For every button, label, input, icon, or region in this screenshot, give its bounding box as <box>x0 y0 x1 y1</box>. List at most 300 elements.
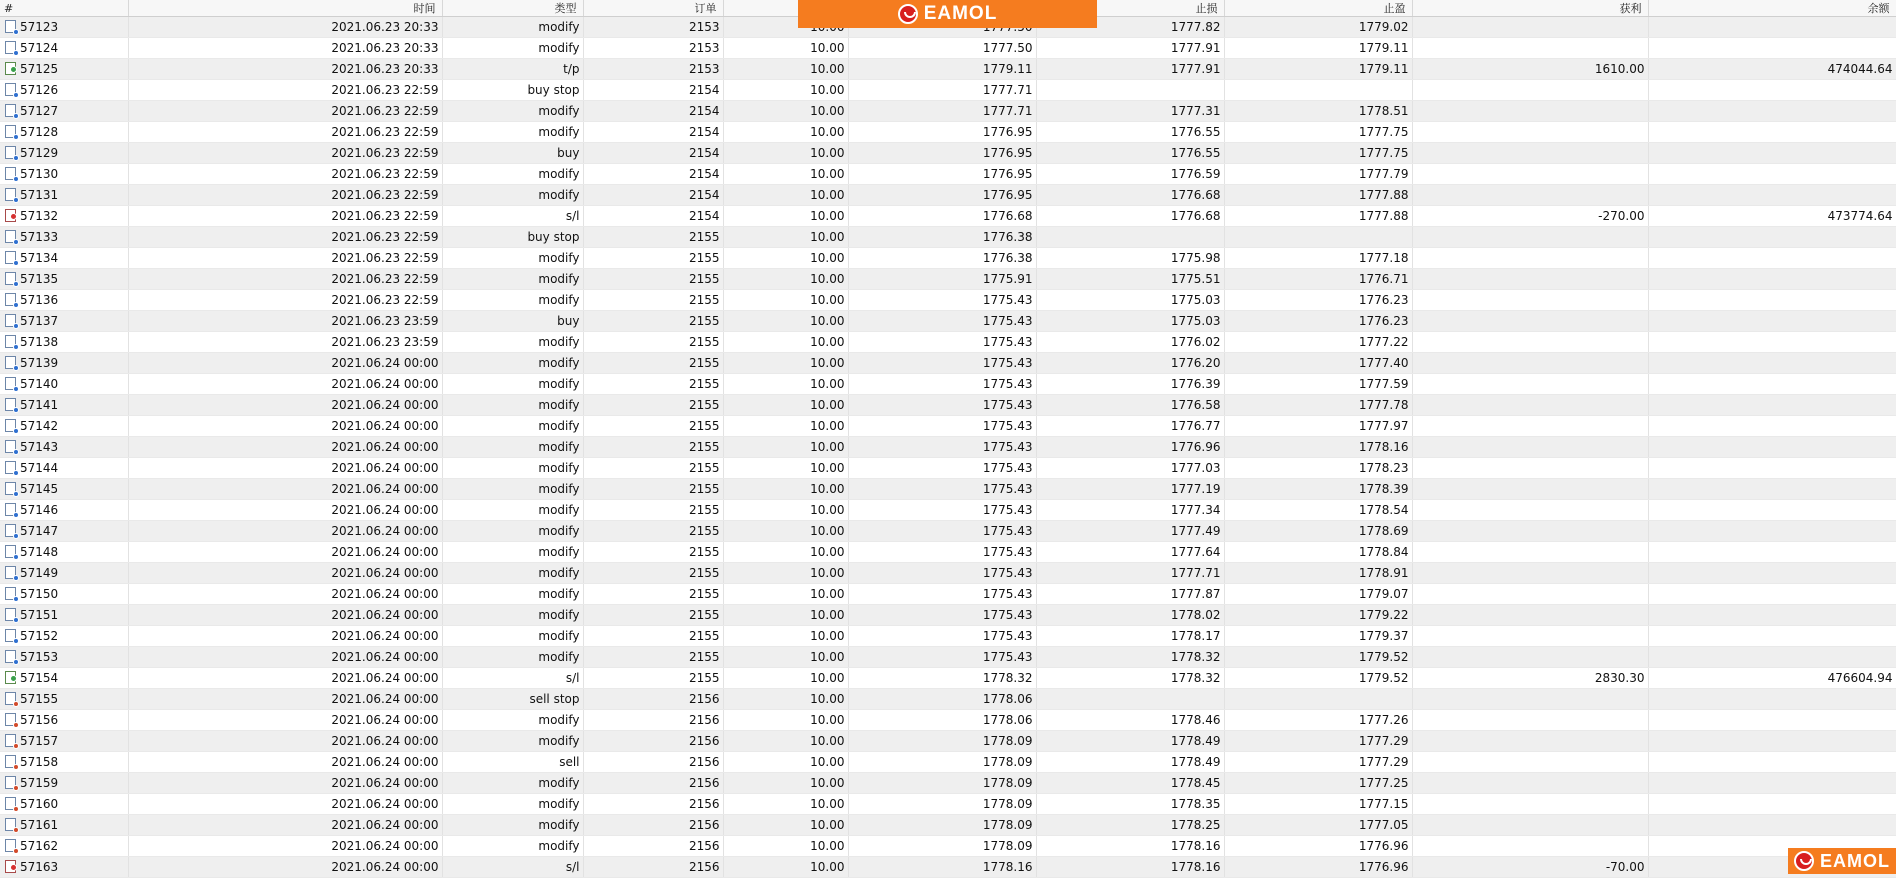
order-cell: 2156 <box>583 794 723 815</box>
tp-cell <box>1224 689 1412 710</box>
sl-cell: 1776.77 <box>1036 416 1224 437</box>
time-cell: 2021.06.23 20:33 <box>128 17 442 38</box>
sl-cell: 1778.45 <box>1036 773 1224 794</box>
order-cell: 2155 <box>583 521 723 542</box>
table-row[interactable] <box>0 521 1896 542</box>
deal-id: 57157 <box>20 734 59 748</box>
balance-cell <box>1648 143 1896 164</box>
deal-id-cell[interactable] <box>0 80 128 101</box>
deal-id-cell[interactable] <box>0 752 128 773</box>
sl-cell: 1776.68 <box>1036 185 1224 206</box>
lots-cell: 10.00 <box>723 458 848 479</box>
deal-id-cell[interactable] <box>0 416 128 437</box>
price-cell: 1775.43 <box>848 332 1036 353</box>
deal-id-cell[interactable] <box>0 521 128 542</box>
eamol-logo-icon <box>1794 851 1814 871</box>
table-row[interactable] <box>0 59 1896 80</box>
balance-cell <box>1648 626 1896 647</box>
lots-cell: 10.00 <box>723 143 848 164</box>
time-cell: 2021.06.24 00:00 <box>128 752 442 773</box>
table-row[interactable] <box>0 143 1896 164</box>
deal-id: 57151 <box>20 608 59 622</box>
table-row[interactable] <box>0 689 1896 710</box>
type-cell: modify <box>442 248 583 269</box>
deal-blue-icon <box>5 545 16 558</box>
balance-cell <box>1648 416 1896 437</box>
order-cell: 2155 <box>583 416 723 437</box>
order-cell: 2156 <box>583 752 723 773</box>
lots-cell: 10.00 <box>723 122 848 143</box>
deal-id-cell[interactable] <box>0 773 128 794</box>
col-header-profit[interactable]: 获利 <box>1412 0 1648 17</box>
deal-id-cell[interactable] <box>0 101 128 122</box>
deal-blue-icon <box>5 167 16 180</box>
profit-cell <box>1412 248 1648 269</box>
order-cell: 2156 <box>583 836 723 857</box>
deal-id-cell[interactable] <box>0 626 128 647</box>
balance-cell <box>1648 710 1896 731</box>
deal-id-cell[interactable] <box>0 647 128 668</box>
type-cell: sell stop <box>442 689 583 710</box>
order-cell: 2156 <box>583 710 723 731</box>
type-cell: modify <box>442 542 583 563</box>
lots-cell: 10.00 <box>723 689 848 710</box>
col-header-time[interactable]: 时间 <box>128 0 442 17</box>
table-row[interactable] <box>0 794 1896 815</box>
type-cell: s/l <box>442 206 583 227</box>
balance-cell: 476604.94 <box>1648 668 1896 689</box>
type-cell: t/p <box>442 59 583 80</box>
table-row[interactable] <box>0 332 1896 353</box>
time-cell: 2021.06.23 22:59 <box>128 80 442 101</box>
sl-cell: 1776.55 <box>1036 122 1224 143</box>
lots-cell: 10.00 <box>723 101 848 122</box>
time-cell: 2021.06.24 00:00 <box>128 626 442 647</box>
col-header-id[interactable]: # <box>0 0 128 17</box>
sl-cell <box>1036 227 1224 248</box>
order-cell: 2155 <box>583 332 723 353</box>
time-cell: 2021.06.24 00:00 <box>128 458 442 479</box>
profit-cell <box>1412 500 1648 521</box>
balance-cell <box>1648 311 1896 332</box>
type-cell: buy <box>442 311 583 332</box>
table-row[interactable] <box>0 752 1896 773</box>
table-row[interactable] <box>0 605 1896 626</box>
deal-id-cell[interactable] <box>0 332 128 353</box>
deal-id-cell[interactable] <box>0 269 128 290</box>
sl-cell: 1777.19 <box>1036 479 1224 500</box>
table-row[interactable] <box>0 164 1896 185</box>
price-cell: 1778.09 <box>848 836 1036 857</box>
sl-cell: 1778.16 <box>1036 857 1224 878</box>
deal-id-cell[interactable] <box>0 437 128 458</box>
table-row[interactable] <box>0 122 1896 143</box>
tp-cell: 1777.59 <box>1224 374 1412 395</box>
price-cell: 1775.43 <box>848 521 1036 542</box>
time-cell: 2021.06.24 00:00 <box>128 731 442 752</box>
type-cell: buy stop <box>442 80 583 101</box>
time-cell: 2021.06.24 00:00 <box>128 794 442 815</box>
order-cell: 2155 <box>583 647 723 668</box>
time-cell: 2021.06.24 00:00 <box>128 353 442 374</box>
tp-cell: 1778.91 <box>1224 563 1412 584</box>
deal-id-cell[interactable] <box>0 206 128 227</box>
sl-cell: 1777.91 <box>1036 38 1224 59</box>
table-row[interactable] <box>0 416 1896 437</box>
profit-cell <box>1412 647 1648 668</box>
profit-cell <box>1412 164 1648 185</box>
order-cell: 2155 <box>583 626 723 647</box>
deal-blue-icon <box>5 335 16 348</box>
lots-cell: 10.00 <box>723 269 848 290</box>
time-cell: 2021.06.24 00:00 <box>128 437 442 458</box>
tp-cell: 1777.78 <box>1224 395 1412 416</box>
deal-id: 57153 <box>20 650 59 664</box>
order-cell: 2153 <box>583 17 723 38</box>
table-row[interactable] <box>0 206 1896 227</box>
deal-id: 57155 <box>20 692 59 706</box>
balance-cell <box>1648 269 1896 290</box>
lots-cell: 10.00 <box>723 290 848 311</box>
table-row[interactable] <box>0 668 1896 689</box>
sl-cell: 1776.58 <box>1036 395 1224 416</box>
deal-id-cell[interactable] <box>0 794 128 815</box>
deal-id-cell[interactable] <box>0 290 128 311</box>
tp-cell: 1777.22 <box>1224 332 1412 353</box>
price-cell: 1777.50 <box>848 38 1036 59</box>
tp-cell: 1776.23 <box>1224 290 1412 311</box>
order-cell: 2153 <box>583 59 723 80</box>
deal-blue-icon <box>5 440 16 453</box>
time-cell: 2021.06.23 22:59 <box>128 206 442 227</box>
deal-blue-icon <box>5 356 16 369</box>
balance-cell <box>1648 605 1896 626</box>
tp-cell: 1777.79 <box>1224 164 1412 185</box>
profit-cell <box>1412 80 1648 101</box>
tp-cell: 1777.15 <box>1224 794 1412 815</box>
tp-cell: 1777.26 <box>1224 710 1412 731</box>
deal-green-icon <box>5 62 16 75</box>
sl-cell: 1777.64 <box>1036 542 1224 563</box>
deal-id-cell[interactable] <box>0 38 128 59</box>
table-row[interactable] <box>0 101 1896 122</box>
tp-cell: 1778.51 <box>1224 101 1412 122</box>
profit-cell <box>1412 584 1648 605</box>
table-row[interactable] <box>0 563 1896 584</box>
sl-cell: 1778.32 <box>1036 668 1224 689</box>
tp-cell: 1779.22 <box>1224 605 1412 626</box>
deal-id-cell[interactable] <box>0 374 128 395</box>
tp-cell: 1777.29 <box>1224 731 1412 752</box>
balance-cell <box>1648 437 1896 458</box>
type-cell: modify <box>442 605 583 626</box>
col-header-balance[interactable]: 余额 <box>1648 0 1896 17</box>
deal-id: 57147 <box>20 524 59 538</box>
tp-cell: 1777.75 <box>1224 143 1412 164</box>
profit-cell <box>1412 143 1648 164</box>
deal-blue-icon <box>5 125 16 138</box>
deal-id-cell[interactable] <box>0 227 128 248</box>
time-cell: 2021.06.23 23:59 <box>128 332 442 353</box>
tp-cell: 1777.18 <box>1224 248 1412 269</box>
table-row[interactable] <box>0 500 1896 521</box>
deal-blue-icon <box>5 272 16 285</box>
deal-id: 57163 <box>20 860 59 874</box>
tp-cell: 1777.75 <box>1224 122 1412 143</box>
deal-id: 57159 <box>20 776 59 790</box>
price-cell: 1775.43 <box>848 479 1036 500</box>
table-row[interactable] <box>0 647 1896 668</box>
tp-cell: 1777.29 <box>1224 752 1412 773</box>
profit-cell <box>1412 437 1648 458</box>
type-cell: s/l <box>442 668 583 689</box>
price-cell: 1775.43 <box>848 416 1036 437</box>
deal-id-cell[interactable] <box>0 164 128 185</box>
deal-id: 57140 <box>20 377 59 391</box>
profit-cell: -70.00 <box>1412 857 1648 878</box>
deal-id-cell[interactable] <box>0 605 128 626</box>
lots-cell: 10.00 <box>723 38 848 59</box>
col-header-type[interactable]: 类型 <box>442 0 583 17</box>
lots-cell: 10.00 <box>723 542 848 563</box>
type-cell: modify <box>442 815 583 836</box>
profit-cell <box>1412 353 1648 374</box>
deal-id-cell[interactable] <box>0 185 128 206</box>
sl-cell: 1777.82 <box>1036 17 1224 38</box>
type-cell: modify <box>442 647 583 668</box>
balance-cell <box>1648 17 1896 38</box>
deal-id-cell[interactable] <box>0 815 128 836</box>
price-cell: 1778.32 <box>848 668 1036 689</box>
table-row[interactable] <box>0 857 1896 878</box>
lots-cell: 10.00 <box>723 857 848 878</box>
deal-id-cell[interactable] <box>0 458 128 479</box>
deal-id: 57123 <box>20 20 59 34</box>
balance-cell <box>1648 647 1896 668</box>
col-header-order[interactable]: 订单 <box>583 0 723 17</box>
profit-cell <box>1412 689 1648 710</box>
deal-id: 57135 <box>20 272 59 286</box>
table-row[interactable] <box>0 38 1896 59</box>
col-header-tp[interactable]: 止盈 <box>1224 0 1412 17</box>
deal-red-icon <box>5 797 16 810</box>
type-cell: modify <box>442 185 583 206</box>
deal-red-icon <box>5 776 16 789</box>
deal-blue-icon <box>5 629 16 642</box>
order-cell: 2155 <box>583 500 723 521</box>
price-cell: 1775.43 <box>848 542 1036 563</box>
price-cell: 1775.43 <box>848 395 1036 416</box>
tp-cell: 1779.07 <box>1224 584 1412 605</box>
table-row[interactable] <box>0 479 1896 500</box>
deal-id-cell[interactable] <box>0 857 128 878</box>
deal-redc-icon <box>5 209 16 222</box>
table-row[interactable] <box>0 437 1896 458</box>
type-cell: modify <box>442 521 583 542</box>
tp-cell <box>1224 80 1412 101</box>
lots-cell: 10.00 <box>723 311 848 332</box>
table-row[interactable] <box>0 815 1896 836</box>
order-cell: 2155 <box>583 269 723 290</box>
sl-cell: 1775.03 <box>1036 311 1224 332</box>
deal-blue-icon <box>5 251 16 264</box>
profit-cell <box>1412 605 1648 626</box>
lots-cell: 10.00 <box>723 332 848 353</box>
deal-id-cell[interactable] <box>0 584 128 605</box>
deal-blue-icon <box>5 293 16 306</box>
lots-cell: 10.00 <box>723 248 848 269</box>
type-cell: modify <box>442 101 583 122</box>
tp-cell: 1778.16 <box>1224 437 1412 458</box>
table-row[interactable] <box>0 584 1896 605</box>
table-row[interactable] <box>0 836 1896 857</box>
deal-blue-icon <box>5 524 16 537</box>
profit-cell <box>1412 815 1648 836</box>
deal-id-cell[interactable] <box>0 479 128 500</box>
deal-id-cell[interactable] <box>0 668 128 689</box>
table-row[interactable] <box>0 458 1896 479</box>
table-row[interactable] <box>0 185 1896 206</box>
sl-cell: 1776.68 <box>1036 206 1224 227</box>
order-cell: 2155 <box>583 584 723 605</box>
balance-cell <box>1648 332 1896 353</box>
tp-cell: 1777.40 <box>1224 353 1412 374</box>
table-row[interactable] <box>0 395 1896 416</box>
eamol-watermark <box>1788 848 1896 874</box>
type-cell: modify <box>442 395 583 416</box>
type-cell: s/l <box>442 857 583 878</box>
order-cell: 2155 <box>583 290 723 311</box>
profit-cell <box>1412 122 1648 143</box>
deal-id-cell[interactable] <box>0 542 128 563</box>
col-header-sl[interactable]: 止损 <box>1036 0 1224 17</box>
type-cell: modify <box>442 458 583 479</box>
profit-cell <box>1412 101 1648 122</box>
balance-cell <box>1648 38 1896 59</box>
lots-cell: 10.00 <box>723 794 848 815</box>
lots-cell: 10.00 <box>723 626 848 647</box>
deal-id-cell[interactable] <box>0 500 128 521</box>
table-row[interactable] <box>0 227 1896 248</box>
sl-cell: 1778.16 <box>1036 836 1224 857</box>
time-cell: 2021.06.23 22:59 <box>128 269 442 290</box>
time-cell: 2021.06.23 22:59 <box>128 248 442 269</box>
deal-id: 57160 <box>20 797 59 811</box>
deal-blue-icon <box>5 566 16 579</box>
profit-cell <box>1412 626 1648 647</box>
table-row[interactable] <box>0 248 1896 269</box>
table-row[interactable] <box>0 710 1896 731</box>
table-row[interactable] <box>0 269 1896 290</box>
time-cell: 2021.06.24 00:00 <box>128 773 442 794</box>
table-row[interactable] <box>0 290 1896 311</box>
price-cell: 1775.43 <box>848 458 1036 479</box>
price-cell: 1776.95 <box>848 122 1036 143</box>
type-cell: modify <box>442 38 583 59</box>
deal-id: 57134 <box>20 251 59 265</box>
deal-red-icon <box>5 818 16 831</box>
table-row[interactable] <box>0 353 1896 374</box>
order-cell: 2155 <box>583 374 723 395</box>
deal-id-cell[interactable] <box>0 710 128 731</box>
deal-id-cell[interactable] <box>0 731 128 752</box>
banner-text: EAMOL <box>923 3 998 24</box>
table-row[interactable] <box>0 374 1896 395</box>
type-cell: buy stop <box>442 227 583 248</box>
deal-id-cell[interactable] <box>0 17 128 38</box>
tp-cell: 1777.25 <box>1224 773 1412 794</box>
deal-id-cell[interactable] <box>0 836 128 857</box>
table-row[interactable] <box>0 626 1896 647</box>
deal-red-icon <box>5 713 16 726</box>
deal-id: 57149 <box>20 566 59 580</box>
sl-cell: 1778.32 <box>1036 647 1224 668</box>
deal-id: 57126 <box>20 83 59 97</box>
deal-id: 57145 <box>20 482 59 496</box>
table-row[interactable] <box>0 80 1896 101</box>
lots-cell: 10.00 <box>723 500 848 521</box>
tp-cell <box>1224 227 1412 248</box>
time-cell: 2021.06.23 22:59 <box>128 143 442 164</box>
lots-cell: 10.00 <box>723 395 848 416</box>
deal-id: 57138 <box>20 335 59 349</box>
type-cell: modify <box>442 374 583 395</box>
deal-blue-icon <box>5 461 16 474</box>
profit-cell <box>1412 710 1648 731</box>
deal-id-cell[interactable] <box>0 395 128 416</box>
tp-cell: 1779.11 <box>1224 38 1412 59</box>
order-cell: 2154 <box>583 143 723 164</box>
table-row[interactable] <box>0 731 1896 752</box>
type-cell: modify <box>442 710 583 731</box>
tp-cell: 1776.96 <box>1224 836 1412 857</box>
deal-blue-icon <box>5 41 16 54</box>
deal-id-cell[interactable] <box>0 311 128 332</box>
time-cell: 2021.06.24 00:00 <box>128 542 442 563</box>
profit-cell <box>1412 836 1648 857</box>
sl-cell: 1776.20 <box>1036 353 1224 374</box>
profit-cell: 1610.00 <box>1412 59 1648 80</box>
deal-blue-icon <box>5 503 16 516</box>
deal-id-cell[interactable] <box>0 59 128 80</box>
deal-id: 57129 <box>20 146 59 160</box>
deal-id: 57156 <box>20 713 59 727</box>
type-cell: sell <box>442 752 583 773</box>
balance-cell <box>1648 122 1896 143</box>
price-cell: 1778.16 <box>848 857 1036 878</box>
deal-id-cell[interactable] <box>0 563 128 584</box>
lots-cell: 10.00 <box>723 353 848 374</box>
deal-id-cell[interactable] <box>0 122 128 143</box>
lots-cell: 10.00 <box>723 710 848 731</box>
deal-blue-icon <box>5 587 16 600</box>
deal-id: 57141 <box>20 398 59 412</box>
sl-cell <box>1036 689 1224 710</box>
lots-cell: 10.00 <box>723 437 848 458</box>
price-cell: 1779.11 <box>848 59 1036 80</box>
table-row[interactable] <box>0 542 1896 563</box>
table-row[interactable] <box>0 773 1896 794</box>
type-cell: modify <box>442 17 583 38</box>
deal-id-cell[interactable] <box>0 353 128 374</box>
deal-id: 57131 <box>20 188 59 202</box>
table-row[interactable] <box>0 311 1896 332</box>
deal-id-cell[interactable] <box>0 248 128 269</box>
deal-id-cell[interactable] <box>0 143 128 164</box>
deal-id-cell[interactable] <box>0 689 128 710</box>
tp-cell: 1778.23 <box>1224 458 1412 479</box>
lots-cell: 10.00 <box>723 479 848 500</box>
